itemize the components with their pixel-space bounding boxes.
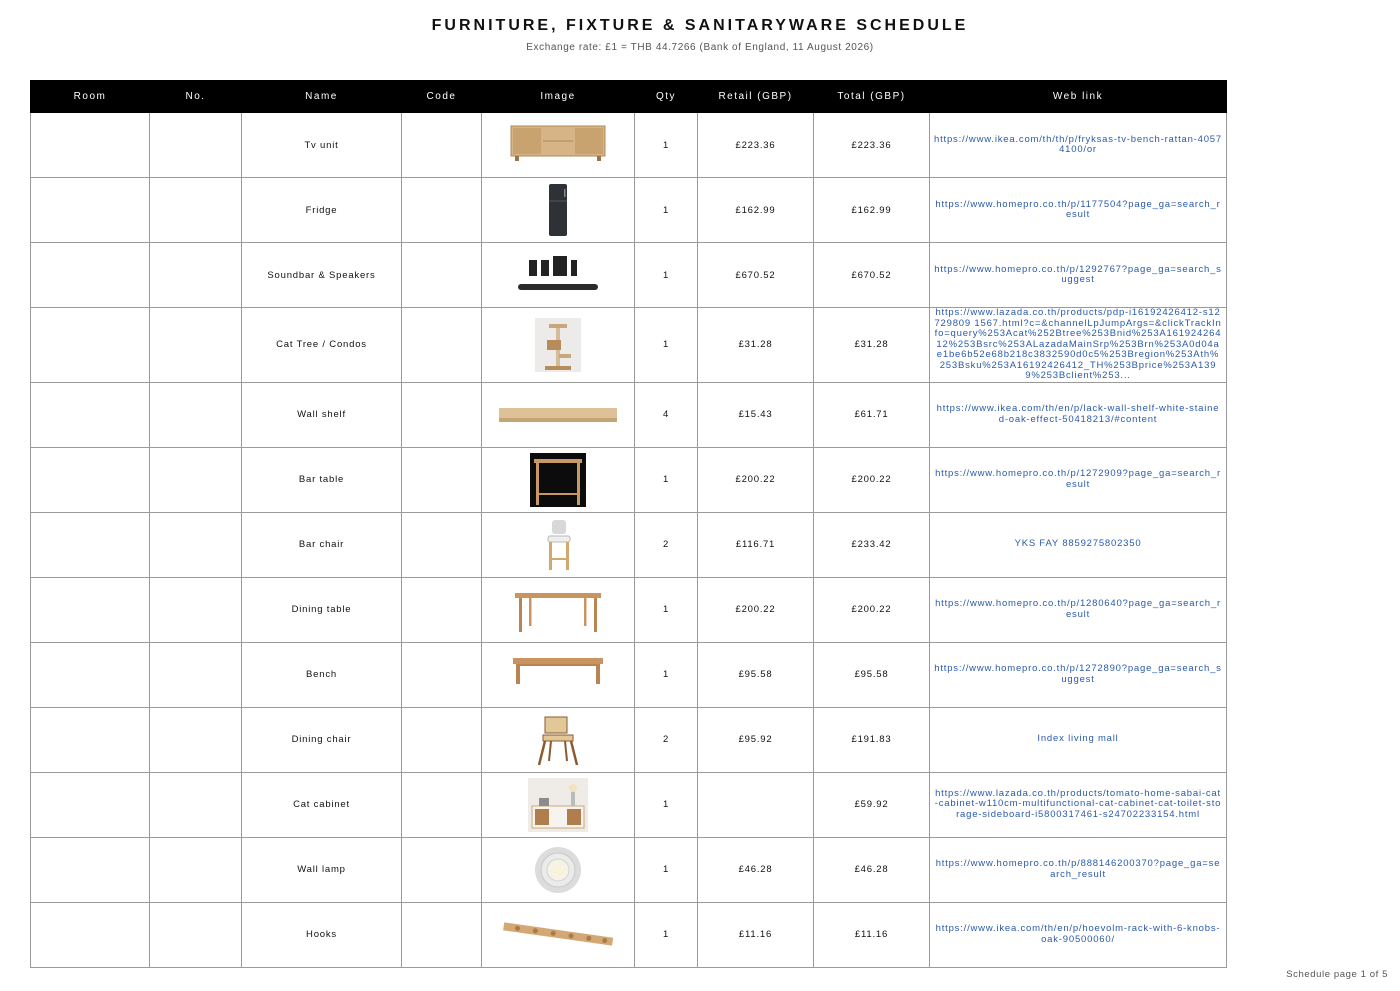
room-cell	[31, 902, 150, 967]
total-cell: £59.92	[814, 772, 930, 837]
table-row	[31, 642, 1227, 707]
code-cell	[402, 308, 482, 383]
number-cell	[150, 902, 242, 967]
hooks-image	[493, 906, 623, 964]
table-row	[31, 308, 1227, 383]
name-cell: Cat Tree / Condos	[242, 308, 402, 383]
web-link-cell[interactable]: https://www.ikea.com/th/en/p/hoevolm-rack-with-6-knobs-oak-90500060/	[930, 902, 1227, 967]
room-cell	[31, 772, 150, 837]
qty-cell: 2	[635, 707, 698, 772]
col-header-qty: Qty	[635, 81, 698, 113]
cat-tree-image	[493, 316, 623, 374]
col-header-room: Room	[31, 81, 150, 113]
number-cell	[150, 382, 242, 447]
retail-cell: £11.16	[698, 902, 814, 967]
number-cell	[150, 243, 242, 308]
code-cell	[402, 902, 482, 967]
web-link-cell[interactable]: https://www.homepro.co.th/p/1272909?page_ga=search_result	[930, 447, 1227, 512]
total-cell: £11.16	[814, 902, 930, 967]
qty-cell: 1	[635, 178, 698, 243]
name-cell: Bar chair	[242, 512, 402, 577]
retail-cell: £95.58	[698, 642, 814, 707]
number-cell	[150, 113, 242, 178]
image-cell	[482, 772, 635, 837]
col-header-name: Name	[242, 81, 402, 113]
name-cell: Soundbar & Speakers	[242, 243, 402, 308]
page-title: FURNITURE, FIXTURE & SANITARYWARE SCHEDULE	[431, 17, 969, 34]
cat-cabinet-image	[493, 776, 623, 834]
room-cell	[31, 243, 150, 308]
bar-chair-image	[493, 516, 623, 574]
col-header-total: Total (GBP)	[814, 81, 930, 113]
table-row	[31, 382, 1227, 447]
table-row	[31, 837, 1227, 902]
dining-table-image	[493, 581, 623, 639]
total-cell: £191.83	[814, 707, 930, 772]
name-cell: Cat cabinet	[242, 772, 402, 837]
schedule-table	[30, 80, 1227, 968]
name-cell: Wall lamp	[242, 837, 402, 902]
total-cell: £200.22	[814, 447, 930, 512]
name-cell: Tv unit	[242, 113, 402, 178]
room-cell	[31, 642, 150, 707]
code-cell	[402, 707, 482, 772]
col-header-image: Image	[482, 81, 635, 113]
retail-cell: £200.22	[698, 577, 814, 642]
image-cell	[482, 447, 635, 512]
total-cell: £95.58	[814, 642, 930, 707]
bar-table-image	[493, 451, 623, 509]
col-header-no: No.	[150, 81, 242, 113]
name-cell: Dining table	[242, 577, 402, 642]
qty-cell: 1	[635, 447, 698, 512]
web-link-cell[interactable]: https://www.homepro.co.th/p/1177504?page_ga=search_result	[930, 178, 1227, 243]
image-cell	[482, 178, 635, 243]
total-cell: £223.36	[814, 113, 930, 178]
image-cell	[482, 512, 635, 577]
code-cell	[402, 577, 482, 642]
web-link-cell[interactable]: YKS FAY 8859275802350	[930, 512, 1227, 577]
code-cell	[402, 512, 482, 577]
retail-cell: £95.92	[698, 707, 814, 772]
retail-cell	[698, 772, 814, 837]
table-row	[31, 577, 1227, 642]
exchange-rate-note: Exchange rate: £1 = THB 44.7266 (Bank of England, 11 August 2026)	[526, 42, 874, 53]
name-cell: Bench	[242, 642, 402, 707]
image-cell	[482, 308, 635, 383]
code-cell	[402, 447, 482, 512]
total-cell: £46.28	[814, 837, 930, 902]
code-cell	[402, 243, 482, 308]
qty-cell: 2	[635, 512, 698, 577]
qty-cell: 1	[635, 113, 698, 178]
total-cell: £162.99	[814, 178, 930, 243]
qty-cell: 1	[635, 308, 698, 383]
room-cell	[31, 512, 150, 577]
header-row	[31, 81, 1227, 113]
number-cell	[150, 577, 242, 642]
retail-cell: £46.28	[698, 837, 814, 902]
retail-cell: £31.28	[698, 308, 814, 383]
image-cell	[482, 243, 635, 308]
web-link-cell[interactable]: https://www.lazada.co.th/products/pdp-i16192426412-s12729809 1567.html?c=&channelLpJumpArgs=&clickTrackInfo=query%253Acat%252Btree%253Bnid%253A16192426412%253Bsrc%253ALazadaMainSrp%253Brn%253A0d04ae1be6b52e68b218c3832590d0c5%253Bregion%253Ath%253Bsku%253A16192426412_TH%253Bprice%253A1399%253Bclient%253...	[930, 308, 1227, 383]
room-cell	[31, 308, 150, 383]
name-cell: Wall shelf	[242, 382, 402, 447]
web-link-cell[interactable]: https://www.ikea.com/th/th/p/fryksas-tv-bench-rattan-40574100/or	[930, 113, 1227, 178]
room-cell	[31, 113, 150, 178]
tv-unit-image	[493, 116, 623, 174]
image-cell	[482, 642, 635, 707]
image-cell	[482, 577, 635, 642]
code-cell	[402, 382, 482, 447]
qty-cell: 1	[635, 837, 698, 902]
image-cell	[482, 113, 635, 178]
qty-cell: 1	[635, 243, 698, 308]
table-row	[31, 243, 1227, 308]
code-cell	[402, 837, 482, 902]
total-cell: £670.52	[814, 243, 930, 308]
number-cell	[150, 447, 242, 512]
image-cell	[482, 707, 635, 772]
name-cell: Dining chair	[242, 707, 402, 772]
total-cell: £233.42	[814, 512, 930, 577]
retail-cell: £116.71	[698, 512, 814, 577]
number-cell	[150, 308, 242, 383]
retail-cell: £200.22	[698, 447, 814, 512]
web-link-cell[interactable]: Index living mall	[930, 707, 1227, 772]
image-cell	[482, 837, 635, 902]
qty-cell: 4	[635, 382, 698, 447]
web-link-cell[interactable]: https://www.lazada.co.th/products/tomato-home-sabai-cat-cabinet-w110cm-multifunctional-cat-cabinet-cat-toilet-storage-sideboard-i5800317461-s24702233154.html	[930, 772, 1227, 837]
col-header-web-link: Web link	[930, 81, 1227, 113]
table-row	[31, 178, 1227, 243]
table-row	[31, 707, 1227, 772]
bench-image	[493, 646, 623, 704]
room-cell	[31, 447, 150, 512]
name-cell: Bar table	[242, 447, 402, 512]
dining-chair-image	[493, 711, 623, 769]
web-link-cell[interactable]: https://www.homepro.co.th/p/1272890?page_ga=search_suggest	[930, 642, 1227, 707]
room-cell	[31, 178, 150, 243]
retail-cell: £162.99	[698, 178, 814, 243]
total-cell: £31.28	[814, 308, 930, 383]
code-cell	[402, 642, 482, 707]
wall-lamp-image	[493, 841, 623, 899]
retail-cell: £670.52	[698, 243, 814, 308]
table-row	[31, 512, 1227, 577]
number-cell	[150, 178, 242, 243]
name-cell: Fridge	[242, 178, 402, 243]
retail-cell: £15.43	[698, 382, 814, 447]
qty-cell: 1	[635, 577, 698, 642]
wall-shelf-image	[493, 386, 623, 444]
page-footer: Schedule page 1 of 5	[1286, 969, 1388, 980]
number-cell	[150, 772, 242, 837]
col-header-retail: Retail (GBP)	[698, 81, 814, 113]
name-cell: Hooks	[242, 902, 402, 967]
web-link-cell[interactable]: https://www.homepro.co.th/p/1280640?page_ga=search_result	[930, 577, 1227, 642]
number-cell	[150, 642, 242, 707]
retail-cell: £223.36	[698, 113, 814, 178]
table-row	[31, 772, 1227, 837]
qty-cell: 1	[635, 772, 698, 837]
code-cell	[402, 772, 482, 837]
table-row	[31, 902, 1227, 967]
web-link-cell[interactable]: https://www.homepro.co.th/p/888146200370?page_ga=search_result	[930, 837, 1227, 902]
room-cell	[31, 577, 150, 642]
qty-cell: 1	[635, 902, 698, 967]
number-cell	[150, 837, 242, 902]
room-cell	[31, 707, 150, 772]
total-cell: £200.22	[814, 577, 930, 642]
table-row	[31, 113, 1227, 178]
room-cell	[31, 837, 150, 902]
qty-cell: 1	[635, 642, 698, 707]
total-cell: £61.71	[814, 382, 930, 447]
image-cell	[482, 382, 635, 447]
soundbar-image	[493, 246, 623, 304]
table-row	[31, 447, 1227, 512]
number-cell	[150, 707, 242, 772]
room-cell	[31, 382, 150, 447]
code-cell	[402, 113, 482, 178]
number-cell	[150, 512, 242, 577]
image-cell	[482, 902, 635, 967]
code-cell	[402, 178, 482, 243]
col-header-code: Code	[402, 81, 482, 113]
fridge-image	[493, 181, 623, 239]
web-link-cell[interactable]: https://www.ikea.com/th/en/p/lack-wall-shelf-white-stained-oak-effect-50418213/#content	[930, 382, 1227, 447]
web-link-cell[interactable]: https://www.homepro.co.th/p/1292767?page_ga=search_suggest	[930, 243, 1227, 308]
